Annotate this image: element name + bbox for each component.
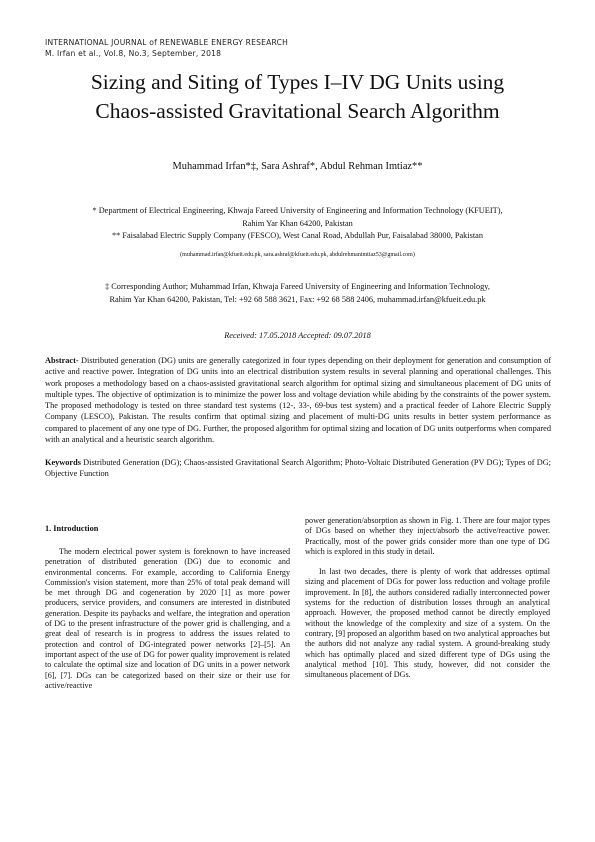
- author-emails: (muhammad.irfan@kfueit.edu.pk, sara.ashraf@kfueit.edu.pk, abdulrehmanimtiaz53@gmail.com): [180, 252, 415, 258]
- corresponding-line-2: Rahim Yar Khan 64200, Pakistan, Tel: +92 68 588 3621, Fax: +92 68 588 2406, muhammad.irfan@kfueit.edu.pk: [109, 294, 486, 304]
- paper-title: [30, 68, 565, 126]
- keywords: [45, 457, 551, 480]
- journal-name: INTERNATIONAL JOURNAL of RENEWABLE ENERGY RESEARCH: [45, 38, 288, 47]
- affiliations: [30, 205, 565, 243]
- journal-citation: M. Irfan et al., Vol.8, No.3, September, 2018: [45, 49, 222, 58]
- author-list: Muhammad Irfan*‡, Sara Ashraf*, Abdul Rehman Imtiaz**: [172, 161, 423, 172]
- corresponding-author: [45, 281, 550, 306]
- journal-header: [45, 37, 288, 59]
- intro-paragraph-2: In last two decades, there is plenty of work that addresses optimal sizing and placement of DGs for power loss reduction and voltage profile improvement. In [8], the authors considered radially interconnected power systems for the reduction of distribution losses through an analytical approach. However, the proposed method cannot be directly employed without the knowledge of the complexity and size of a system. On the contrary, [9] proposed an algorithm based on two analytical approaches but the authors did not analyze any radial system. A ground-breaking study which has optimally placed and sized different type of DGs using the analytical method [10]. This study, however, did not consider the simultaneous placement of DGs.: [305, 567, 550, 680]
- abstract-label: Abstract-: [45, 356, 79, 365]
- title-line-1: Sizing and Siting of Types I–IV DG Units using: [90, 70, 505, 94]
- intro-paragraph-1: The modern electrical power system is foreknown to have increased penetration of distributed generation (DG) due to economic and environmental concerns. For example, according to California Energy Commission's vision statement, more than 25% of total peak demand will be met through DG and cogeneration by 2020 [1] as more power producers, service providers, and consumers are interested in distributed generation. Despite its paybacks and welfare, the integration and operation of DG to the present infrastructure of the power grid is challenging, and a great deal of research is in progress to address the issues related to protection and control of DG-integrated power networks [2]–[5]. An important aspect of the use of DG for power quality improvement is related to calculate the optimal size and location of DG units in a power network [6], [7]. DGs can be categorized based on their size or their use for active/reactive: [45, 547, 290, 690]
- received-accepted-dates: Received: 17.05.2018 Accepted: 09.07.2018: [224, 331, 371, 340]
- section-heading-introduction: 1. Introduction: [45, 524, 99, 533]
- affiliation-line-1: * Department of Electrical Engineering, Khwaja Fareed University of Engineering and Information Technology (KFUEIT),: [92, 206, 503, 215]
- abstract: [45, 355, 551, 445]
- intro-paragraph-continued: power generation/absorption as shown in Fig. 1. There are four major types of DGs based on whether they inject/absorb the active/reactive power. Practically, most of the power grids consider more than one type of DG which is explored in this study in detail.: [305, 516, 550, 556]
- keywords-text: Distributed Generation (DG); Chaos-assisted Gravitational Search Algorithm; Photo-Voltaic Distributed Generation (PV DG); Types of DG; Objective Function: [45, 458, 551, 479]
- title-line-2: Chaos-assisted Gravitational Search Algorithm: [95, 99, 500, 123]
- right-column: [305, 516, 550, 680]
- affiliation-line-2: Rahim Yar Khan 64200, Pakistan: [242, 218, 353, 228]
- left-column: [45, 547, 290, 691]
- abstract-text: Distributed generation (DG) units are generally categorized in four types depending on their deployment for generation and consumption of active and reactive power. Integration of DG units into an electrical distribution system results in several planning and operational challenges. This work proposes a methodology based on a chaos-assisted gravitational search algorithm for optimal sizing and simultaneous placement of DG units of multiple types. The objective of optimization is to minimize the power loss and voltage deviation while abiding by the constraints of the power system. The proposed methodology is tested on three standard test systems (12-, 33-, 69-bus test system) and a practical feeder of Lahore Electric Supply Company (LESCO), Pakistan. The results confirm that optimal sizing and placement of multi-DG units results in better system performance as compared to placement of any one type of DG. Further, the proposed algorithm for optimal sizing and location of DG units outperforms when compared with an analytical and a heuristic search algorithm.: [45, 356, 551, 445]
- affiliation-line-3: ** Faisalabad Electric Supply Company (FESCO), West Canal Road, Abdullah Pur, Faisalabad 38000, Pakistan: [111, 231, 483, 240]
- keywords-label: Keywords: [45, 458, 81, 467]
- corresponding-line-1: ‡ Corresponding Author; Muhammad Irfan, Khwaja Fareed University of Engineering and Information Technology,: [105, 282, 490, 291]
